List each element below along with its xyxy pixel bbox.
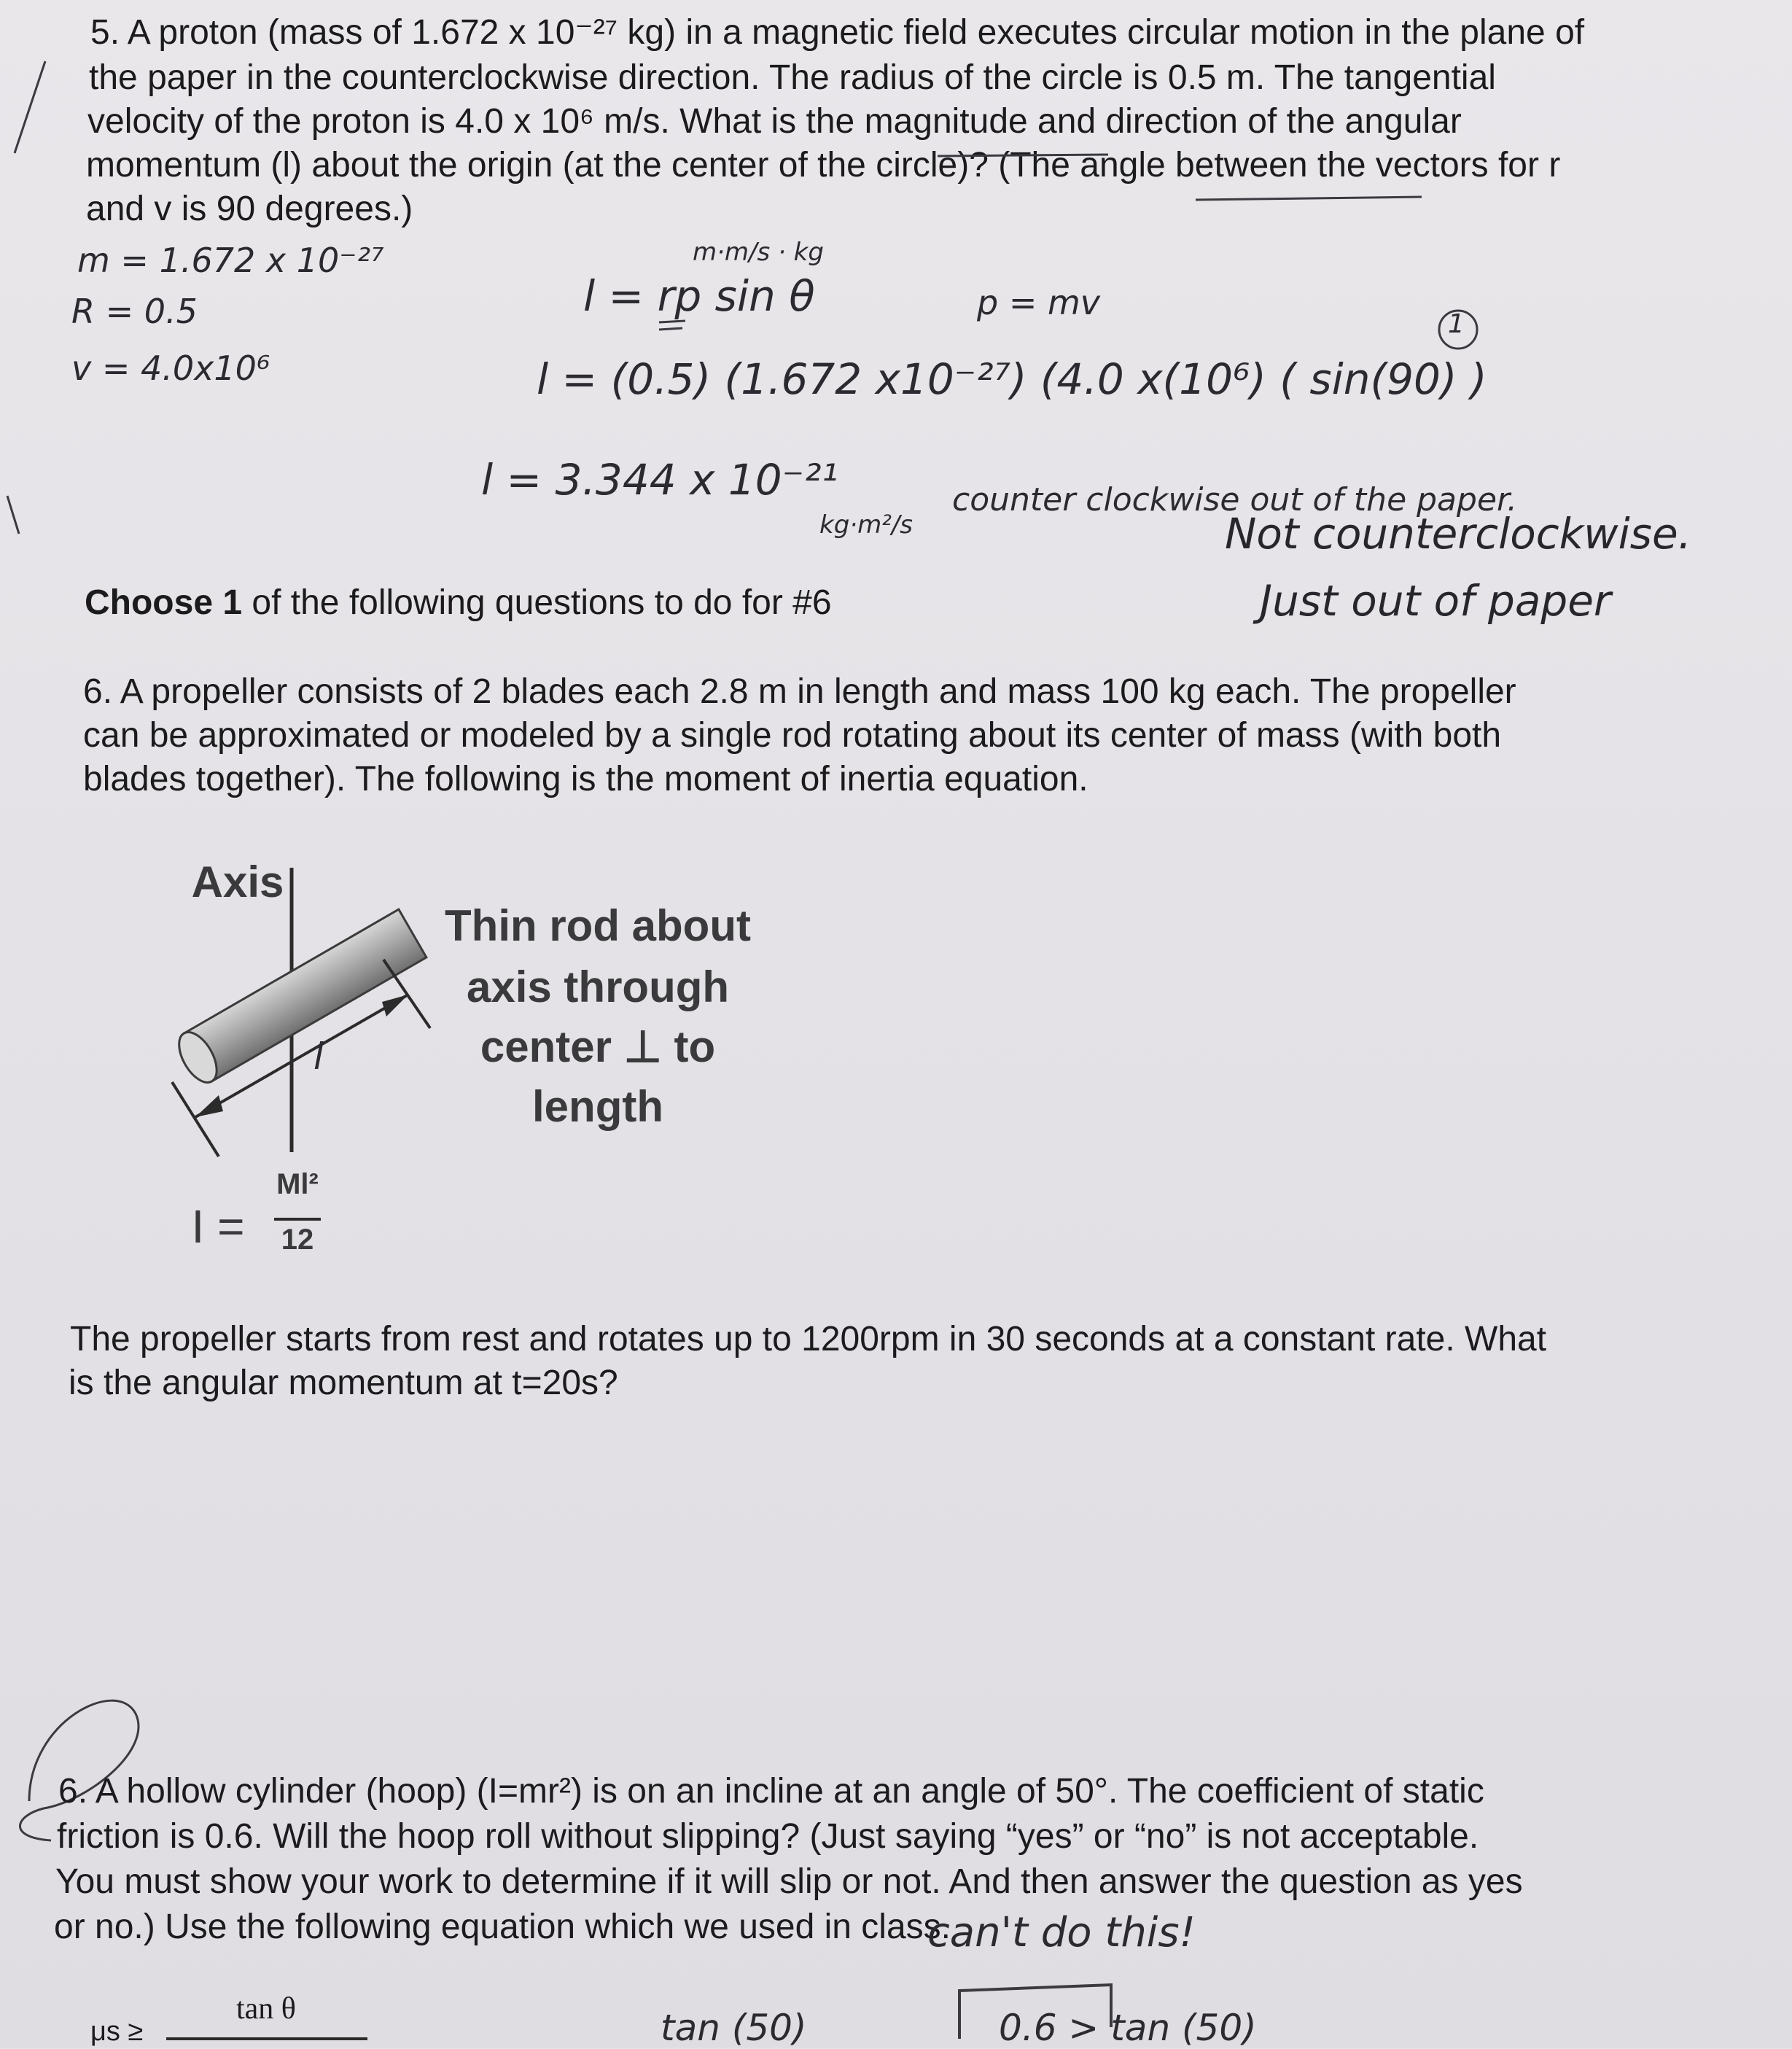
hw-p-definition: p = mv [977,283,1101,322]
q6b-line-4: or no.) Use the following equation which we used in class. [54,1908,951,1946]
underline-circle [1196,197,1422,200]
underline-magnitude [938,155,1108,156]
hw-tan50-left: tan (50) [661,2007,807,2049]
circle-mark [1439,311,1477,349]
hw-given-mass: m = 1.672 x 10⁻²⁷ [77,241,384,280]
mu-s-symbol: μs ≥ [90,2016,144,2047]
margin-mark-1 [15,61,45,153]
inertia-eq-lhs: I = [191,1200,245,1253]
hw-units-note: m·m/s · kg [693,238,824,267]
hw-formula: l = rp sin θ [583,271,815,321]
caption-line-1: Thin rod about [445,901,751,950]
q5-line-1: 5. A proton (mass of 1.672 x 10⁻²⁷ kg) in a magnetic field executes circular motion in the plane of [90,13,1585,52]
rod-body [171,909,426,1089]
caption-line-4: length [532,1082,663,1131]
q6b-line-3: You must show your work to determine if it will slip or not. And then answer the question as yes [55,1862,1523,1901]
inertia-eq-numerator: Ml² [276,1168,319,1200]
length-arrowhead-left [195,1095,223,1117]
choose-rest: of the following questions to do for #6 [242,583,832,622]
axis-label: Axis [191,858,284,906]
rod-length-label: l [313,1035,324,1078]
hw-given-radius: R = 0.5 [71,292,198,331]
caption-line-2: axis through [466,963,730,1011]
hw-substitution: l = (0.5) (1.672 x10⁻²⁷) (4.0 x(10⁶) ( sin(90) ) [537,354,1487,404]
grader-comment-2: Just out of paper [1260,576,1611,626]
tan-theta: tan θ [236,1992,296,2026]
extension-line-left [172,1082,219,1156]
q5-line-5: and v is 90 degrees.) [86,190,413,228]
length-arrowhead-right [382,995,408,1016]
q6a-line-3: blades together). The following is the moment of inertia equation. [83,760,1088,798]
q6a-follow-2: is the angular momentum at t=20s? [69,1364,618,1402]
hw-given-velocity: v = 4.0x10⁶ [71,349,270,388]
q5-line-4: momentum (l) about the origin (at the center of the circle)? (The angle between the vectors for r [86,146,1561,184]
q6b-line-1: 6. A hollow cylinder (hoop) (I=mr²) is on an incline at an angle of 50°. The coefficient of static [58,1772,1484,1811]
q5-line-3: velocity of the proton is 4.0 x 10⁶ m/s. What is the magnitude and direction of the angular [87,102,1462,141]
hw-circled-one: 1 [1448,309,1465,339]
margin-mark-2 [7,496,19,534]
q6a-line-1: 6. A propeller consists of 2 blades each 2.8 m in length and mass 100 kg each. The propeller [83,672,1516,711]
underline-rp [659,321,685,330]
inertia-eq-denominator: 12 [281,1224,314,1256]
hw-result-units: kg·m²/s [819,510,913,540]
q6a-line-2: can be approximated or modeled by a single rod rotating about its center of mass (with both [83,716,1502,755]
q6a-follow-1: The propeller starts from rest and rotates up to 1200rpm in 30 seconds at a constant rate. What [70,1320,1547,1358]
choose-bold: Choose 1 [85,583,243,622]
hw-result: l = 3.344 x 10⁻²¹ [481,455,838,505]
hw-direction: counter clockwise out of the paper. [952,481,1518,518]
q6b-line-2: friction is 0.6. Will the hoop roll without slipping? (Just saying “yes” or “no” is not acceptable. [57,1817,1479,1856]
hw-cant-do-this: can't do this! [927,1909,1196,1956]
grader-comment-1: Not counterclockwise. [1225,509,1692,559]
caption-line-3: center ⊥ to [480,1022,716,1071]
q5-line-2: the paper in the counterclockwise direction. The radius of the circle is 0.5 m. The tangential [89,58,1496,97]
hw-compare: 0.6 > tan (50) [999,2007,1257,2049]
